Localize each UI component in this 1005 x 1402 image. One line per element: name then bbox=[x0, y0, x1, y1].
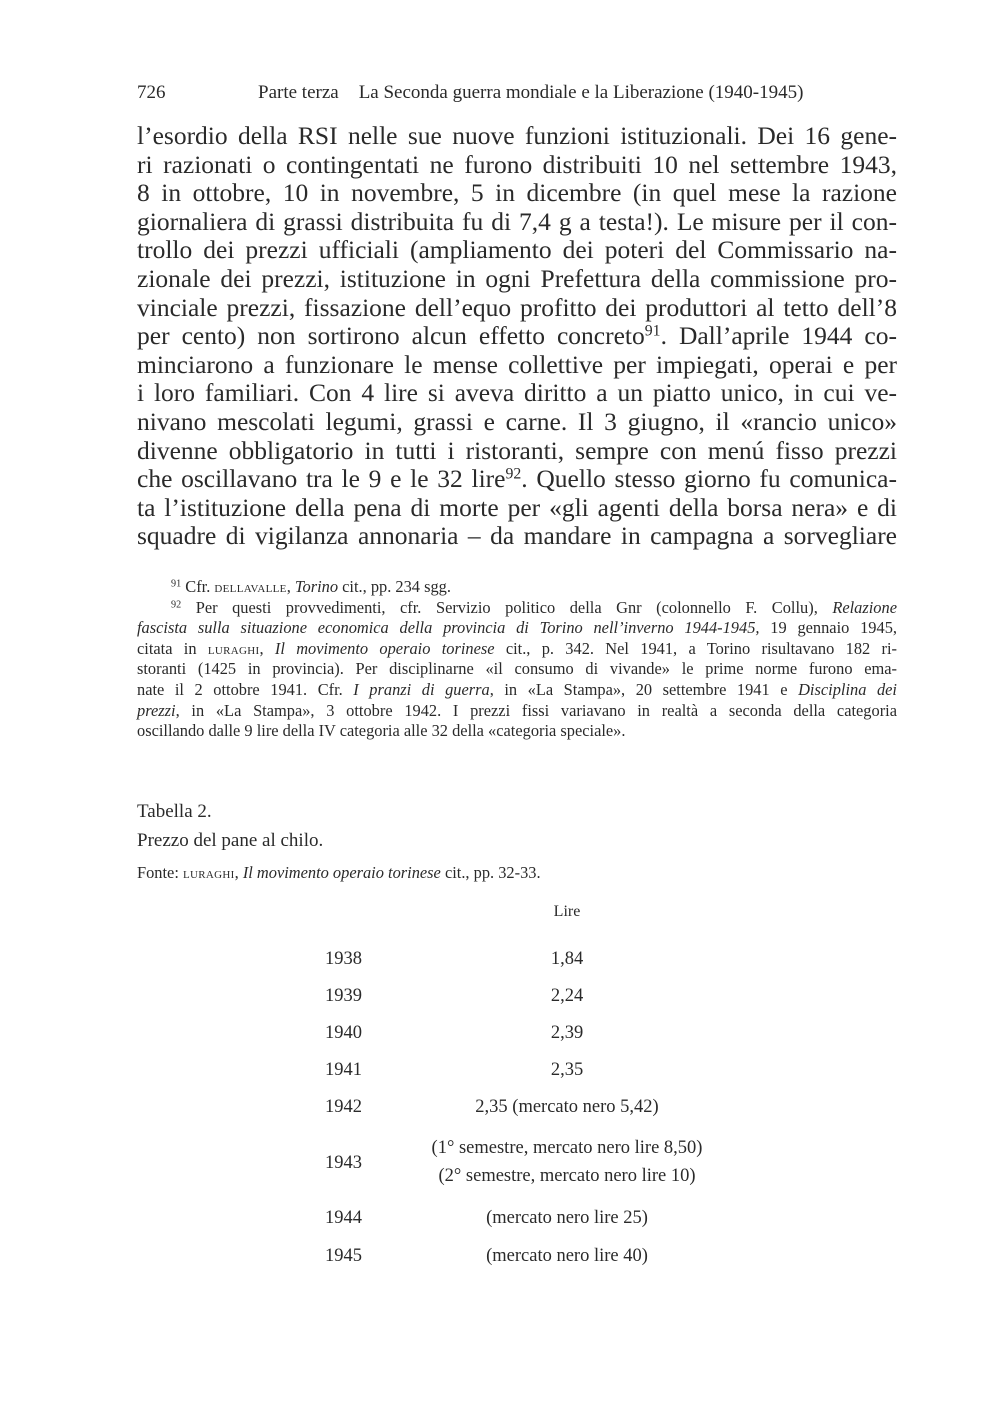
table-cell-year: 1942 bbox=[325, 1097, 362, 1117]
footnote-line: citata in luraghi, Il movimento operaio torinese cit., p. 342. Nel 1941, a Torino risultavano 182 ri- bbox=[137, 638, 897, 658]
footnote-line: prezzi, in «La Stampa», 3 ottobre 1942. I prezzi fissi variavano in realtà a seconda della categoria bbox=[137, 700, 897, 720]
work-title: Il movimento operaio torinese bbox=[274, 638, 495, 658]
table-title: Prezzo del pane al chilo. bbox=[137, 830, 324, 851]
column-header: Lire bbox=[553, 903, 581, 920]
table-cell-price: (2° semestre, mercato nero lire 10) bbox=[438, 1166, 696, 1186]
table-cell-price: (mercato nero lire 40) bbox=[486, 1246, 648, 1266]
table-cell-price: 2,24 bbox=[550, 986, 584, 1006]
table-cell-price: 1,84 bbox=[550, 949, 584, 969]
footnote-line: storanti (1425 in provincia). Per disciplinarne «il consumo di vivande» le prime norme furono ema- bbox=[137, 659, 897, 679]
work-title: Disciplina dei bbox=[798, 679, 897, 699]
text-line: nivano mescolati legumi, grassi e carne. Il 3 giugno, il «rancio unico» bbox=[137, 406, 897, 436]
footnote-92: $^{92}$ Per questi provvedimenti, cfr. Servizio politico della Gnr (colonnello F. Collu), Relazione bbox=[171, 597, 897, 617]
table-cell-year: 1945 bbox=[325, 1246, 362, 1266]
footnote-ref-92[interactable]: 92 bbox=[505, 465, 522, 483]
table-cell-price: 2,35 (mercato nero 5,42) bbox=[475, 1097, 659, 1117]
work-title: Relazione bbox=[832, 597, 897, 617]
table-cell-year: 1944 bbox=[325, 1208, 362, 1228]
footnote-line: fascista sulla situazione economica della provincia di Torino nell’inverno 1944-1945, 19 gennaio 1945, bbox=[137, 618, 897, 638]
work-title: I pranzi di guerra bbox=[353, 679, 490, 699]
text-line: squadre di vigilanza annonaria – da mandare in campagna a sorvegliare bbox=[137, 521, 897, 551]
table-cell-price: (1° semestre, mercato nero lire 8,50) bbox=[431, 1138, 703, 1158]
table-cell-price: 2,39 bbox=[550, 1023, 584, 1043]
work-title: Torino bbox=[294, 577, 339, 596]
footnote-number: 91 bbox=[171, 578, 182, 590]
table-cell-year: 1938 bbox=[325, 949, 362, 969]
text-segment: per cento) non sortirono alcun effetto concreto bbox=[137, 321, 645, 351]
table-cell-price: (mercato nero lire 25) bbox=[486, 1208, 648, 1228]
footnote-91: $^{91}$ Cfr. dellavalle, Torino cit., pp. 234 sgg. bbox=[171, 577, 451, 596]
footnote-ref-91[interactable]: 91 bbox=[644, 322, 661, 340]
table-cell-year: 1940 bbox=[325, 1023, 362, 1043]
author-name: luraghi bbox=[207, 638, 260, 658]
footnote-number: 92 bbox=[171, 599, 182, 611]
footnote-line: nate il 2 ottobre 1941. Cfr. I pranzi di guerra, in «La Stampa», 20 settembre 1941 e Disciplina dei bbox=[137, 679, 897, 699]
table-cell-year: 1939 bbox=[325, 986, 362, 1006]
author-name: luraghi bbox=[183, 863, 235, 882]
text-segment: . Quello stesso giorno fu comunica- bbox=[521, 464, 897, 494]
page-number: 726 bbox=[137, 82, 166, 103]
text-line: giornaliera di grassi distribuita fu di 7,4 g a testa!). Le misure per il con- bbox=[137, 206, 897, 236]
footnote-line: oscillando dalle 9 lire della IV categoria alle 32 della «categoria speciale». bbox=[137, 721, 626, 741]
text-segment: . Dall’aprile 1944 co- bbox=[660, 321, 897, 351]
work-title: prezzi bbox=[137, 700, 176, 720]
table-source: Fonte: luraghi, Il movimento operaio torinese cit., pp. 32-33. bbox=[137, 863, 541, 882]
text-line: ri razionati o contingentati ne furono distribuiti 10 nel settembre 1943, bbox=[137, 149, 897, 179]
part-label: Parte terza bbox=[258, 82, 339, 103]
work-title: Il movimento operaio torinese bbox=[242, 863, 441, 882]
text-line: ta l’istituzione della pena di morte per «gli agenti della borsa nera» e di bbox=[137, 492, 897, 522]
table-label: Tabella 2. bbox=[137, 801, 212, 822]
text-line: minciarono a funzionare le mense collettive per impiegati, operai e per bbox=[137, 349, 897, 379]
text-segment: che oscillavano tra le 9 e le 32 lire bbox=[137, 464, 506, 494]
text-line: divenne obbligatorio in tutti i ristoranti, sempre con menú fisso prezzi bbox=[137, 435, 897, 465]
table-cell-price: 2,35 bbox=[550, 1060, 584, 1080]
text-line: l’esordio della RSI nelle sue nuove funzioni istituzionali. Dei 16 gene- bbox=[137, 121, 897, 150]
text-line: i loro familiari. Con 4 lire si aveva diritto a un piatto unico, in cui ve- bbox=[137, 378, 897, 408]
table-cell-year: 1943 bbox=[325, 1153, 362, 1173]
text-line: vinciale prezzi, fissazione dell’equo profitto dei produttori al tetto dell’8 bbox=[137, 292, 897, 322]
text-line: trollo dei prezzi ufficiali (ampliamento dei poteri del Commissario na- bbox=[137, 235, 897, 265]
text-line: 8 in ottobre, 10 in novembre, 5 in dicembre (in quel mese la razione bbox=[137, 178, 897, 208]
text-line: zionale dei prezzi, istituzione in ogni Prefettura della commissione pro- bbox=[137, 263, 897, 293]
work-title: fascista sulla situazione economica della provincia di Torino nell’inverno 1944-1945, bbox=[137, 618, 760, 638]
chapter-title: La Seconda guerra mondiale e la Liberazione (1940-1945) bbox=[358, 82, 804, 103]
author-name: dellavalle bbox=[214, 577, 287, 596]
table-cell-year: 1941 bbox=[325, 1060, 362, 1080]
